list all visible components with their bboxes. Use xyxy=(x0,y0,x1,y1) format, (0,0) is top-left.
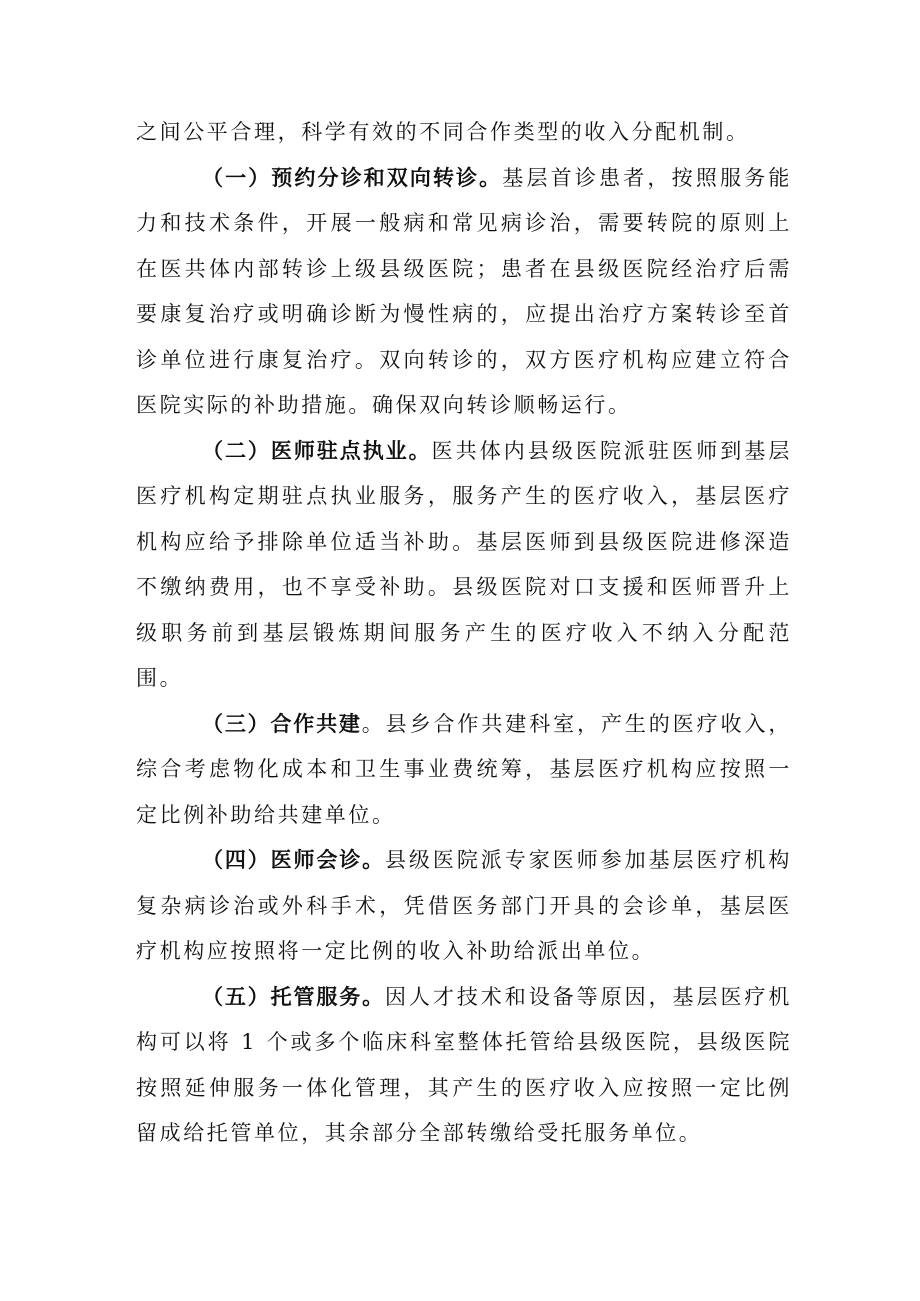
paragraph-text: 因人才技术和设备等原因，基层医疗机构可以将 1 个或多个临床科室整体托管给县级医院，县级医院按照延伸服务一体化管理，其产生的医疗收入应按照一定比例留成给托管单位，其余部分全部转缴给受托服务单位。 xyxy=(136,984,793,1145)
paragraph-text: 医共体内县级医院派驻医师到基层医疗机构定期驻点执业服务，服务产生的医疗收入，基层医疗机构应给予排除单位适当补助。基层医师到县级医院进修深造不缴纳费用，也不享受补助。县级医院对口支援和医师晋升上级职务前到基层锻炼期间服务产生的医疗收入不纳入分配范围。 xyxy=(136,438,793,690)
paragraph-referral xyxy=(136,156,792,429)
paragraph-text: 之间公平合理，科学有效的不同合作类型的收入分配机制。 xyxy=(136,120,750,144)
paragraph-text: 县级医院派专家医师参加基层医疗机构复杂病诊治或外科手术，凭借医务部门开具的会诊单，基层医疗机构应按照将一定比例的收入补助给派出单位。 xyxy=(136,848,793,963)
paragraph-consultation xyxy=(136,838,792,975)
paragraph-heading: （一）预约分诊和双向转诊。 xyxy=(202,165,503,190)
paragraph-trusteeship xyxy=(136,975,792,1157)
document-body xyxy=(136,110,792,1157)
paragraph-text: 。县乡合作共建科室，产生的医疗收入，综合考虑物化成本和卫生事业费统筹，基层医疗机构应按照一定比例补助给共建单位。 xyxy=(136,711,792,827)
paragraph-continuation xyxy=(136,110,792,156)
paragraph-text: 基层首诊患者，按照服务能力和技术条件，开展一般病和常见病诊治，需要转院的原则上在医共体内部转诊上级县级医院；患者在县级医院经治疗后需要康复治疗或明确诊断为慢性病的，应提出治疗方案转诊至首诊单位进行康复治疗。双向转诊的，双方医疗机构应建立符合医院实际的补助措施。确保双向转诊顺畅运行。 xyxy=(136,165,793,417)
paragraph-heading: （三）合作共建 xyxy=(202,711,362,736)
paragraph-co-construction xyxy=(136,702,792,839)
paragraph-heading: （四）医师会诊。 xyxy=(202,848,385,872)
paragraph-heading: （二）医师驻点执业。 xyxy=(202,438,432,463)
paragraph-physician-stationing xyxy=(136,429,792,702)
paragraph-heading: （五）托管服务。 xyxy=(202,984,385,1009)
